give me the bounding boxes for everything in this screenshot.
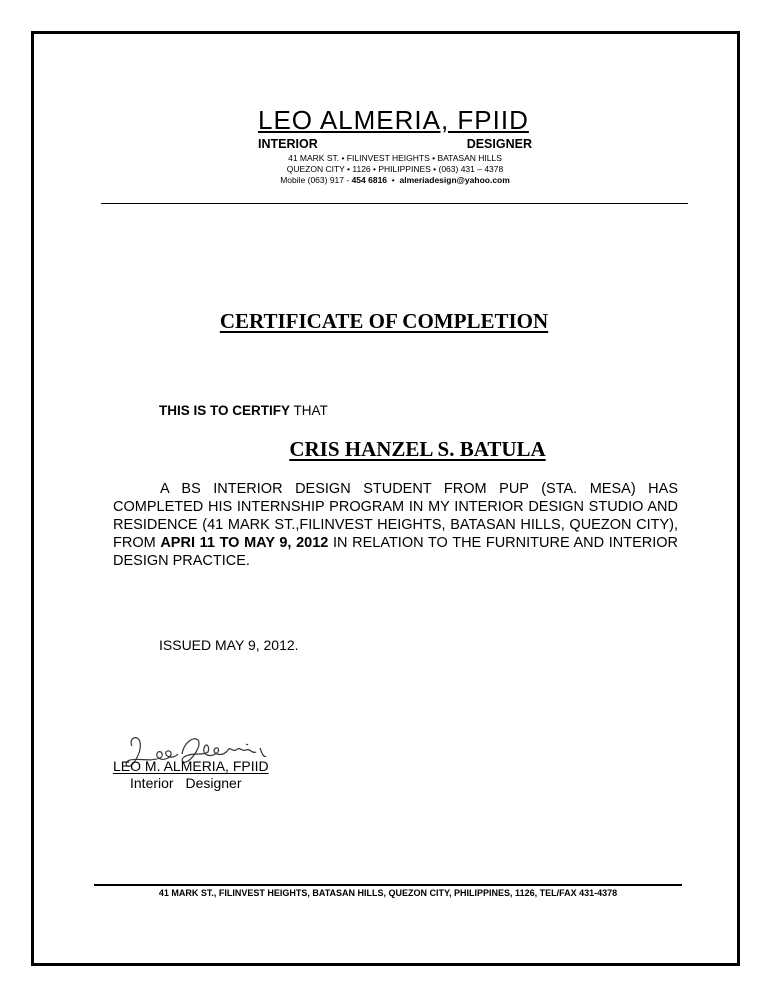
letterhead-name: LEO ALMERIA, FPIID (258, 105, 529, 135)
certify-rest: THAT (290, 403, 328, 418)
certificate-body (113, 480, 678, 570)
mobile-label: Mobile (280, 175, 306, 185)
body-dates: APRI 11 TO MAY 9, 2012 (160, 535, 329, 551)
letterhead-contact (258, 175, 532, 186)
letterhead-divider (101, 203, 688, 204)
recipient-name: CRIS HANZEL S. BATULA (289, 437, 546, 461)
issued-date: ISSUED MAY 9, 2012. (159, 637, 299, 653)
body-part2: IN RELATION TO THE FURNITURE AND INTERIOR DESIGN PRACTICE. (113, 535, 678, 569)
certify-line (159, 403, 328, 418)
letterhead-subtitle: INTERIOR DESIGNER (258, 137, 532, 151)
footer-divider (94, 884, 682, 886)
letterhead-address-line2: QUEZON CITY • 1126 • PHILIPPINES • (063) 431 – 4378 (286, 164, 504, 174)
mobile-prefix: (063) 917 - (307, 175, 350, 185)
email-address: almeriadesign@yahoo.com (399, 175, 510, 185)
body-part1: A BS INTERIOR DESIGN STUDENT FROM PUP (STA. MESA) HAS COMPLETED HIS INTERNSHIP PROGRAM IN MY INTERIOR DESIGN STUDIO AND RESIDENCE (41 MARK ST.,FILINVEST HEIGHTS, BATASAN HILLS, QUEZON CITY), FROM (113, 481, 678, 551)
footer-address: 41 MARK ST., FILINVEST HEIGHTS, BATASAN HILLS, QUEZON CITY, PHILIPPINES, 1126, TEL/FAX 431-4378 (158, 888, 618, 898)
mobile-number: 454 6816 (351, 175, 388, 185)
signer-name: LEO M. ALMERIA, FPIID (113, 758, 269, 774)
certificate-title: CERTIFICATE OF COMPLETION (219, 309, 549, 333)
certify-bold: THIS IS TO CERTIFY (159, 403, 291, 418)
contact-separator: • (391, 175, 395, 185)
signer-title: Interior Designer (130, 775, 242, 791)
letterhead-address-line1: 41 MARK ST. • FILINVEST HEIGHTS • BATASAN HILLS (288, 153, 502, 163)
